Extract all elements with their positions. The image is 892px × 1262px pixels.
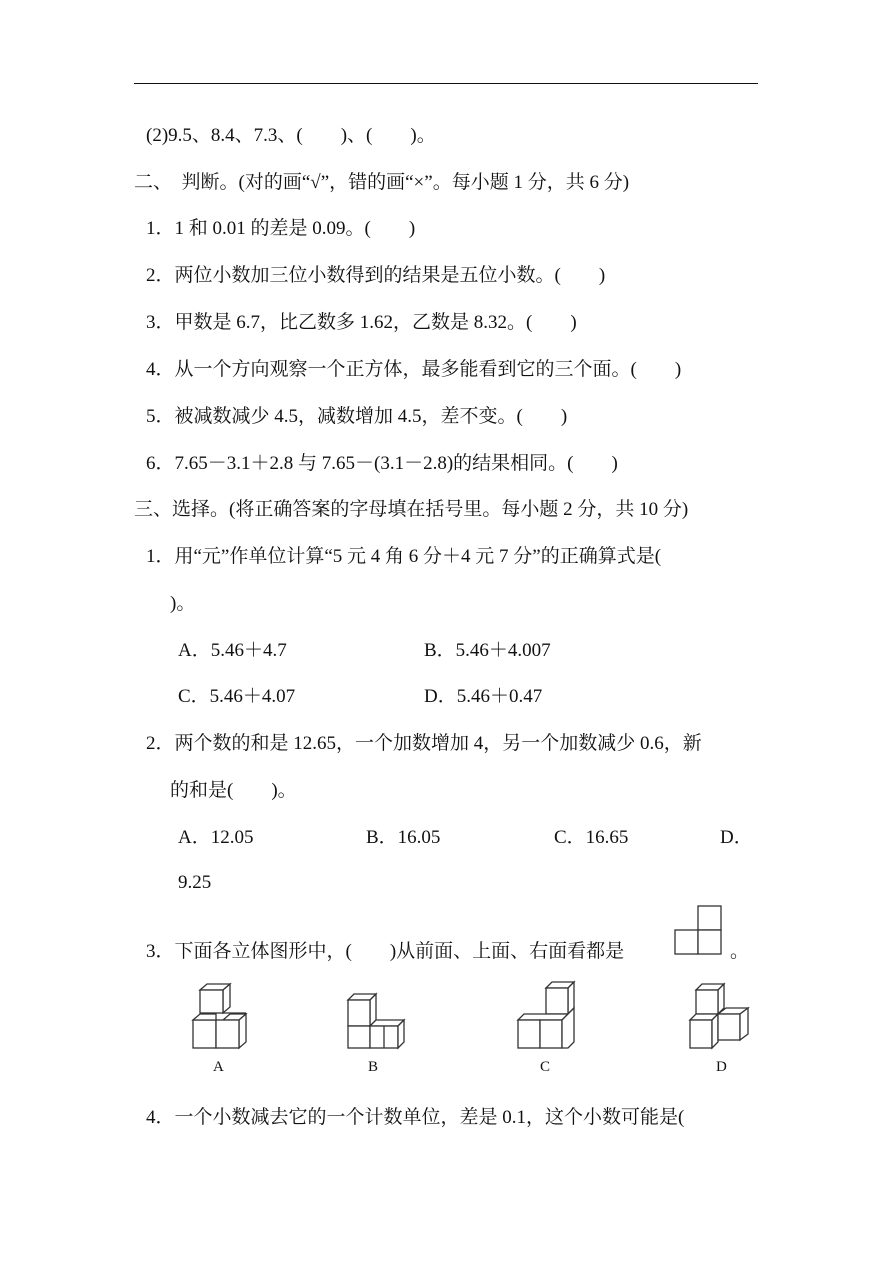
figure-c-label: C bbox=[540, 1059, 551, 1075]
judge-item-3: 3．甲数是 6.7，比乙数多 1.62，乙数是 8.32。( ) bbox=[146, 312, 577, 333]
section2-heading: 二、 判断。(对的画“√”，错的画“×”。每小题 1 分，共 6 分) bbox=[134, 172, 630, 193]
choice-q1-option-b: B．5.46＋4.007 bbox=[424, 640, 551, 661]
choice-q2-stem: 2．两个数的和是 12.65，一个加数增加 4，另一个加数减少 0.6，新 bbox=[146, 733, 702, 754]
figure-a-label: A bbox=[213, 1059, 224, 1075]
view-shape-icon bbox=[673, 904, 725, 958]
cube-figure-d bbox=[684, 980, 754, 1054]
choice-q2-option-c: C．16.65 bbox=[554, 827, 629, 848]
judge-item-6: 6．7.65－3.1＋2.8 与 7.65－(3.1－2.8)的结果相同。( ) bbox=[146, 453, 618, 474]
choice-q1-option-d: D．5.46＋0.47 bbox=[424, 686, 543, 707]
judge-item-1: 1．1 和 0.01 的差是 0.09。( ) bbox=[146, 218, 416, 239]
choice-q2-option-d-value: 9.25 bbox=[178, 872, 212, 893]
header-rule bbox=[134, 83, 758, 84]
choice-q4-stem: 4．一个小数减去它的一个计数单位，差是 0.1，这个小数可能是( bbox=[146, 1107, 685, 1128]
cube-figure-b bbox=[344, 990, 410, 1054]
choice-q1-stem-continued: )。 bbox=[170, 593, 196, 614]
choice-q1-option-c: C．5.46＋4.07 bbox=[178, 686, 296, 707]
section3-heading: 三、选择。(将正确答案的字母填在括号里。每小题 2 分，共 10 分) bbox=[134, 499, 689, 520]
cube-figure-c bbox=[512, 978, 580, 1054]
figure-b-label: B bbox=[368, 1059, 379, 1075]
judge-item-4: 4．从一个方向观察一个正方体，最多能看到它的三个面。( ) bbox=[146, 359, 682, 380]
choice-q2-stem-continued: 的和是( )。 bbox=[170, 780, 297, 801]
judge-item-5: 5．被减数减少 4.5，减数增加 4.5，差不变。( ) bbox=[146, 406, 568, 427]
choice-q3-stem-end: 。 bbox=[730, 941, 750, 962]
choice-q1-option-a: A．5.46＋4.7 bbox=[178, 640, 287, 661]
choice-q2-option-b: B．16.05 bbox=[366, 827, 441, 848]
choice-q2-option-d-letter: D． bbox=[720, 827, 753, 848]
judge-item-2: 2．两位小数加三位小数得到的结果是五位小数。( ) bbox=[146, 265, 606, 286]
choice-q3-stem: 3．下面各立体图形中，( )从前面、上面、右面看都是 bbox=[146, 941, 625, 962]
figure-d-label: D bbox=[716, 1059, 727, 1075]
cube-figure-a bbox=[188, 980, 252, 1054]
choice-q2-option-a: A．12.05 bbox=[178, 827, 254, 848]
section1-question-2: (2)9.5、8.4、7.3、( )、( )。 bbox=[146, 125, 436, 146]
choice-q1-stem: 1．用“元”作单位计算“5 元 4 角 6 分＋4 元 7 分”的正确算式是( bbox=[146, 546, 662, 567]
